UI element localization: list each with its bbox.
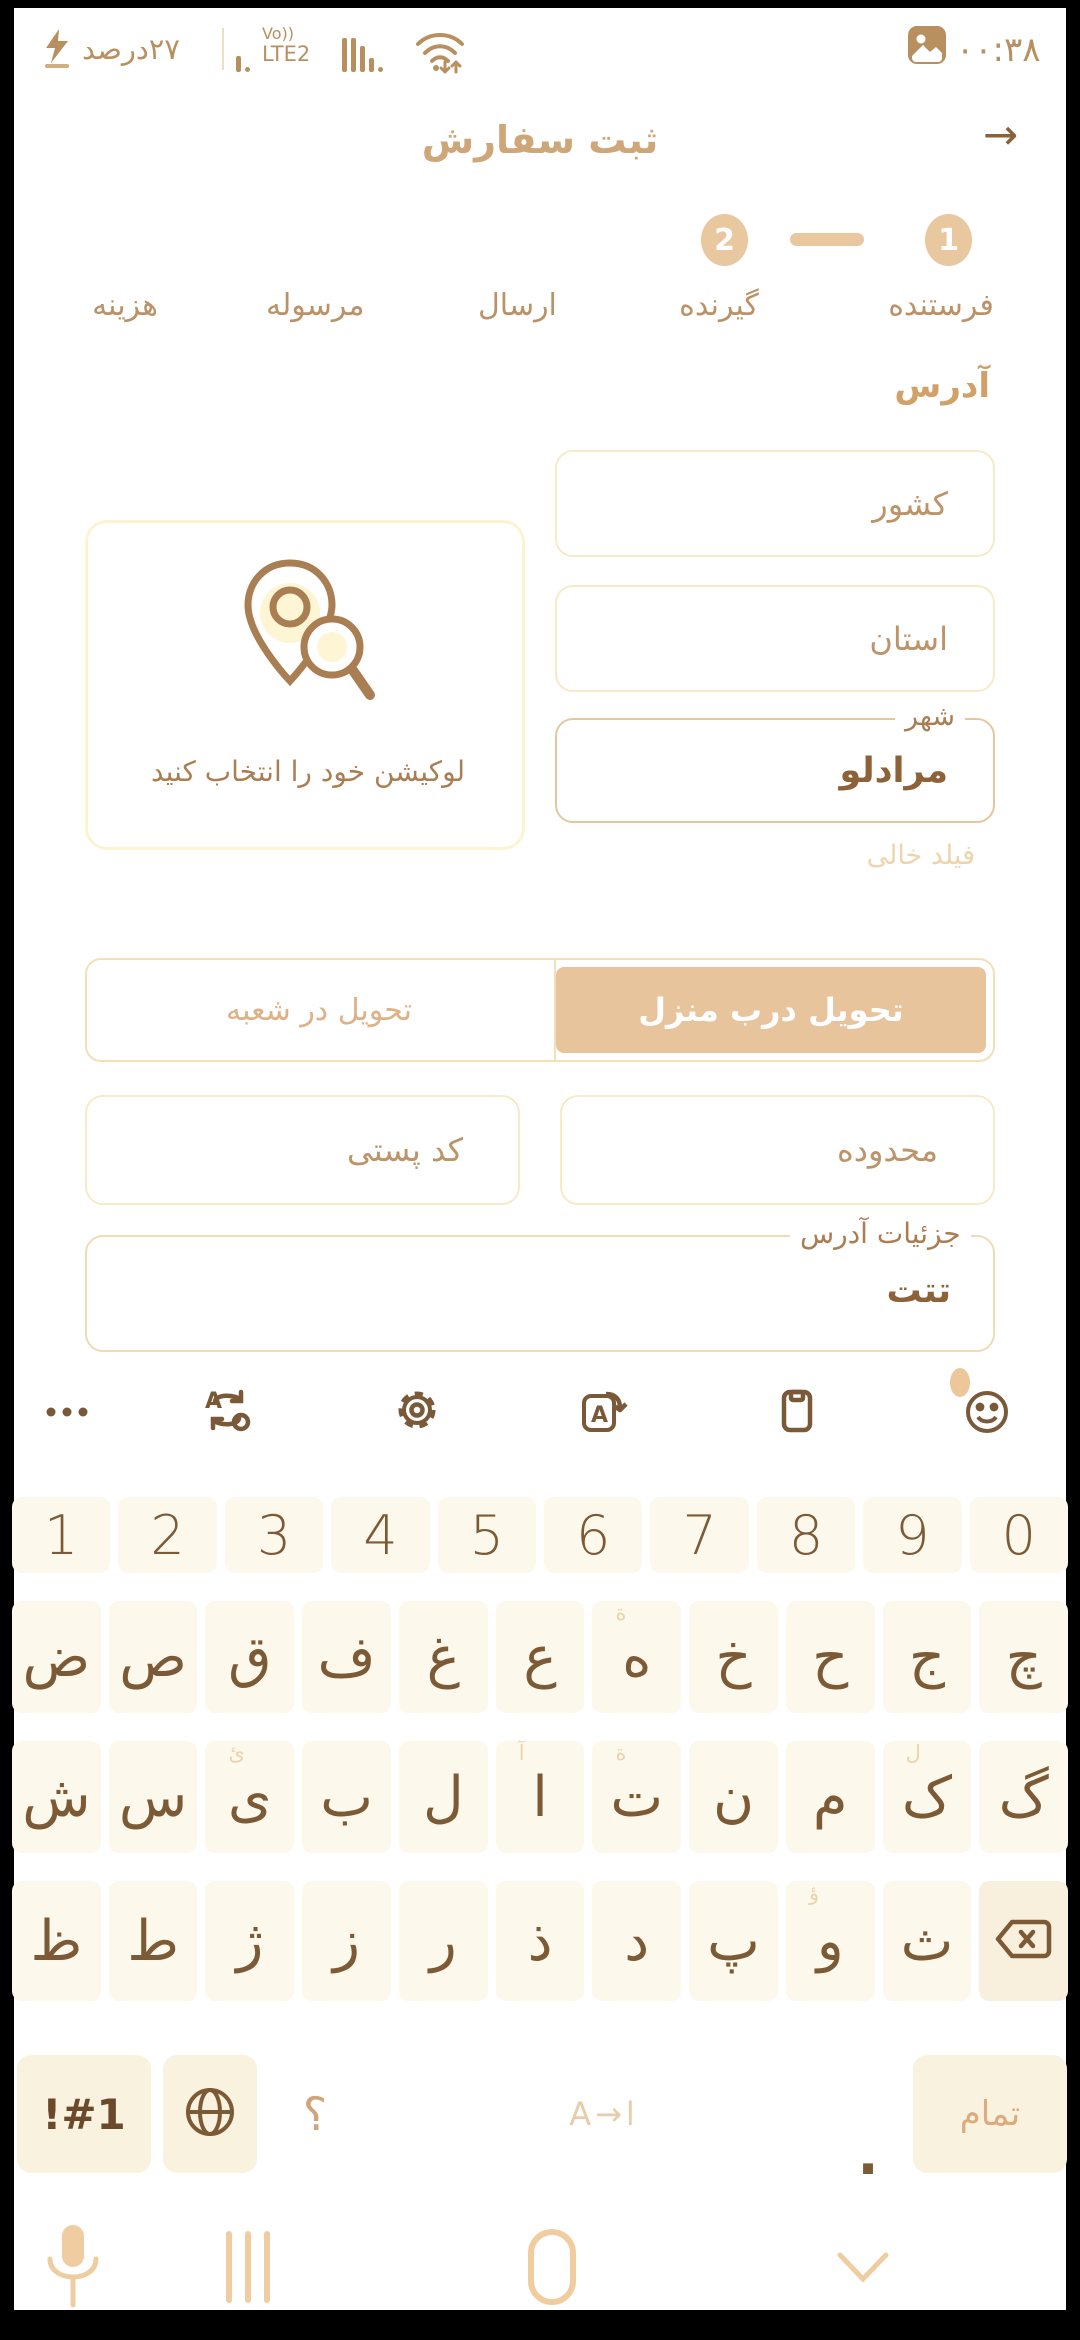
letter-key[interactable]: و ؤ	[786, 1881, 875, 2001]
province-placeholder: استان	[869, 619, 948, 658]
letter-key[interactable]: ا آ	[496, 1741, 585, 1853]
letter-key[interactable]: غ	[399, 1601, 488, 1713]
letter-key[interactable]: ت ة	[592, 1741, 681, 1853]
address-details-label: جزئیات آدرس	[790, 1219, 971, 1250]
battery-charging-icon	[40, 28, 74, 72]
step-label-sender[interactable]: فرستنده	[888, 288, 994, 323]
toggle-divider	[554, 960, 556, 1060]
key-hint: آ	[518, 1741, 525, 1765]
digit-key[interactable]: 1	[12, 1497, 110, 1573]
globe-icon	[183, 2085, 237, 2143]
digit-key[interactable]: 7	[650, 1497, 748, 1573]
digit-key[interactable]: 5	[438, 1497, 536, 1573]
location-pin-search-icon	[228, 555, 398, 739]
globe-key[interactable]	[163, 2055, 257, 2173]
location-picker[interactable]	[85, 520, 525, 850]
area-placeholder: محدوده	[836, 1131, 938, 1169]
page-title: ثبت سفارش	[421, 118, 659, 162]
letter-key[interactable]: خ	[689, 1601, 778, 1713]
auto-correct-cycle-icon[interactable]	[201, 1384, 253, 1436]
country-placeholder: کشور	[872, 484, 948, 523]
svg-text:A: A	[591, 1403, 609, 1428]
letter-key[interactable]: ل	[399, 1741, 488, 1853]
step-label-shipping[interactable]: ارسال	[478, 288, 557, 323]
letter-key[interactable]: ذ	[496, 1881, 585, 2001]
digit-key[interactable]: 3	[225, 1497, 323, 1573]
letter-key[interactable]: ج	[883, 1601, 972, 1713]
letter-key[interactable]: ش	[12, 1741, 101, 1853]
letter-key[interactable]: ز	[302, 1881, 391, 2001]
location-picker-text: لوکیشن خود را انتخاب کنید	[150, 755, 466, 788]
postal-code-field[interactable]	[85, 1095, 520, 1205]
address-details-value: تتت	[886, 1271, 951, 1311]
city-helper-text: فیلد خالی	[866, 840, 975, 871]
digit-key[interactable]: 8	[757, 1497, 855, 1573]
address-details-field[interactable]	[85, 1235, 995, 1352]
digit-key[interactable]: 6	[544, 1497, 642, 1573]
letter-key[interactable]: ژ	[205, 1881, 294, 2001]
country-field[interactable]	[555, 450, 995, 557]
letter-key[interactable]: پ	[689, 1881, 778, 2001]
period-key[interactable]: .	[857, 2123, 879, 2189]
letter-key[interactable]: ب	[302, 1741, 391, 1853]
step-label-parcel[interactable]: مرسوله	[266, 288, 365, 323]
step-connector	[790, 233, 864, 246]
delivery-branch-option[interactable]: تحویل در شعبه	[226, 992, 412, 1028]
space-key[interactable]	[372, 2055, 832, 2173]
question-mark-key[interactable]: ؟	[302, 2087, 328, 2141]
letter-key[interactable]: ض	[12, 1601, 101, 1713]
delivery-home-option[interactable]: تحویل درب منزل	[556, 967, 986, 1053]
battery-percent-text: ۲۷درصد	[82, 32, 180, 66]
keyboard-letter-row-3	[8, 1877, 1072, 2005]
letter-key[interactable]: ی ئ	[205, 1741, 294, 1853]
step-label-cost[interactable]: هزینه	[92, 288, 158, 323]
recent-apps-button[interactable]	[226, 2231, 270, 2303]
postal-code-placeholder: کد پستی	[347, 1131, 463, 1169]
sim1-signal-icon	[236, 56, 250, 72]
clock-text: ٠٠:٣٨	[956, 30, 1041, 70]
delivery-type-toggle	[85, 958, 995, 1062]
back-arrow-button[interactable]: →	[983, 110, 1019, 159]
microphone-icon[interactable]	[42, 2223, 104, 2313]
backspace-key[interactable]	[979, 1881, 1068, 2001]
navigation-bar	[14, 2215, 1066, 2310]
letter-key[interactable]: ر	[399, 1881, 488, 2001]
letter-key[interactable]: د	[592, 1881, 681, 2001]
key-hint: ل	[905, 1741, 921, 1765]
letter-key[interactable]: ث	[883, 1881, 972, 2001]
volte-indicator: Vo)) LTE2	[262, 24, 311, 66]
digit-key[interactable]: 2	[118, 1497, 216, 1573]
photo-icon	[908, 26, 946, 68]
language-switch-hint: A→ا	[569, 2095, 635, 2133]
clipboard-icon[interactable]	[771, 1384, 823, 1436]
key-hint: ة	[615, 1601, 627, 1625]
svg-text:A: A	[205, 1389, 223, 1414]
area-field[interactable]	[560, 1095, 995, 1205]
status-divider	[222, 28, 224, 70]
letter-key[interactable]: ه ة	[592, 1601, 681, 1713]
step-circle-receiver[interactable]: 2	[701, 214, 748, 266]
settings-gear-icon[interactable]	[391, 1384, 443, 1436]
key-hint: ؤ	[808, 1881, 820, 1905]
letter-key[interactable]: ط	[109, 1881, 198, 2001]
letter-key[interactable]: ک ل	[883, 1741, 972, 1853]
done-key[interactable]: تمام	[913, 2055, 1067, 2173]
key-hint: ئ	[228, 1741, 245, 1765]
digit-key[interactable]: 4	[331, 1497, 429, 1573]
letter-key[interactable]: ن	[689, 1741, 778, 1853]
letter-key[interactable]: ف	[302, 1601, 391, 1713]
letter-key[interactable]: ص	[109, 1601, 198, 1713]
keyboard-number-row	[8, 1493, 1072, 1577]
keyboard-letter-row-2	[8, 1737, 1072, 1857]
address-section-title: آدرس	[894, 366, 990, 406]
hide-keyboard-chevron[interactable]	[834, 2247, 892, 2291]
letter-key[interactable]: ع	[496, 1601, 585, 1713]
province-field[interactable]	[555, 585, 995, 692]
translate-icon[interactable]	[576, 1384, 628, 1436]
step-label-receiver[interactable]: گیرنده	[679, 288, 759, 323]
letter-key[interactable]: ق	[205, 1601, 294, 1713]
letter-key[interactable]: گ	[979, 1741, 1068, 1853]
step-circle-sender[interactable]: 1	[925, 214, 972, 266]
letter-key[interactable]: س	[109, 1741, 198, 1853]
key-hint: ة	[615, 1741, 627, 1765]
digit-key[interactable]: 9	[863, 1497, 961, 1573]
more-options-button[interactable]	[41, 1384, 93, 1436]
city-field[interactable]	[555, 718, 995, 823]
emoji-icon[interactable]	[961, 1384, 1013, 1436]
sim2-signal-icon	[342, 38, 383, 72]
keyboard-letter-row-1	[8, 1597, 1072, 1717]
city-field-label: شهر	[895, 702, 965, 732]
letter-key[interactable]: م	[786, 1741, 875, 1853]
home-button[interactable]	[528, 2229, 576, 2305]
letter-key[interactable]: ح	[786, 1601, 875, 1713]
symbols-key[interactable]: !#1	[17, 2055, 151, 2173]
digit-key[interactable]: 0	[970, 1497, 1068, 1573]
letter-key[interactable]: ظ	[12, 1881, 101, 2001]
wifi-icon	[412, 28, 468, 80]
status-bar	[40, 26, 1040, 76]
city-value: مرادلو	[839, 750, 948, 791]
backspace-icon	[992, 1914, 1056, 1968]
letter-key[interactable]: چ	[979, 1601, 1068, 1713]
